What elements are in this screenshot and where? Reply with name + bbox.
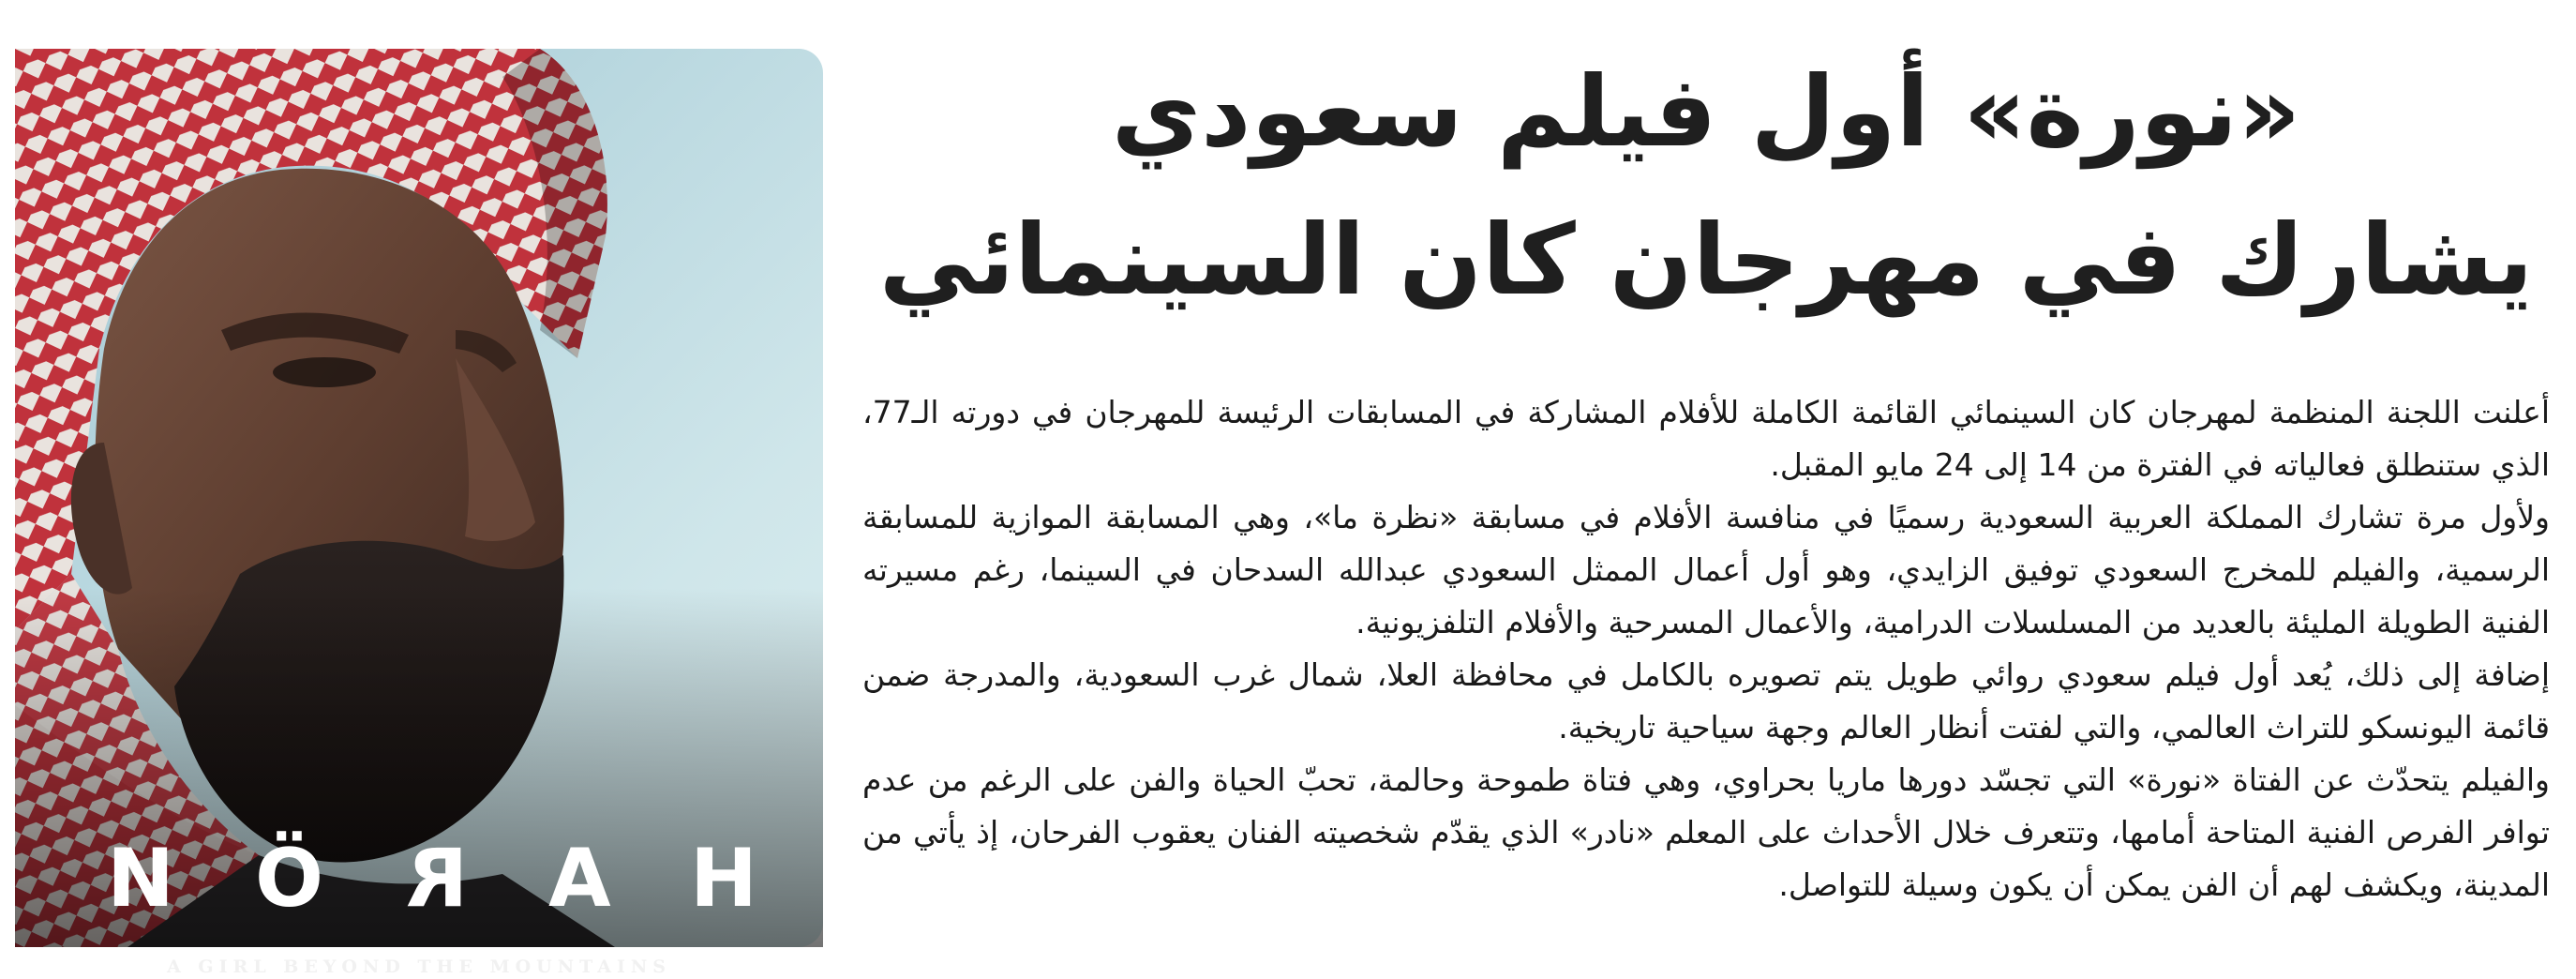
article-paragraph: أعلنت اللجنة المنظمة لمهرجان كان السينمائي القائمة الكاملة للأفلام المشاركة في المسابقات الرئيسة للمهرجان في دورته الـ77، الذي ستنطلق فعالياته في الفترة من 14 إلى 24 مايو المقبل.: [862, 394, 2550, 483]
article-paragraph: ولأول مرة تشارك المملكة العربية السعودية رسميًا في منافسة الأفلام في مسابقة «نظرة ما»، وهي المسابقة الموازية للمسابقة الرسمية، والفيلم للمخرج السعودي توفيق الزايدي، وهو أول أعمال الممثل السعودي عبدالله السدحان في السينما، رغم مسيرته الفنية الطويلة المليئة بالعديد من المسلسلات الدرامية، والأعمال المسرحية والأفلام التلفزيونية.: [862, 499, 2550, 640]
article-headline: [862, 38, 2550, 334]
poster-title-letter: N: [107, 832, 176, 926]
article-paragraph: إضافة إلى ذلك، يُعد أول فيلم سعودي روائي طويل يتم تصويره بالكامل في محافظة العلا، شمال غرب السعودية، والمدرجة ضمن قائمة اليونسكو للتراث العالمي، والتي لفتت أنظار العالم وجهة سياحية تاريخية.: [862, 656, 2550, 746]
headline-line-1: «نورة» أول فيلم سعودي: [1111, 54, 2301, 169]
film-poster-image: [15, 49, 823, 977]
headline-line-2: يشارك في مهرجان كان السينمائي: [878, 203, 2534, 317]
article-paragraph: والفيلم يتحدّث عن الفتاة «نورة» التي تجسّد دورها ماريا بحراوي، وهي فتاة طموحة وحالمة، تحبّ الحياة والفن على الرغم من عدم توافر الفرص الفنية المتاحة أمامها، وتتعرف خلال الأحداث على المعلم «نادر» الذي يقدّم شخصيته الفنان يعقوب الفرحان، إذ يأتي من المدينة، ويكشف لهم أن الفن يمكن أن يكون وسيلة للتواصل.: [862, 761, 2550, 903]
poster-portrait-illustration: [15, 49, 823, 947]
poster-title-letter: R: [404, 832, 469, 926]
poster-title-letter: H: [690, 832, 759, 926]
poster-title: [15, 832, 823, 926]
article-body: [862, 386, 2550, 911]
news-article: [862, 38, 2550, 966]
poster-tagline: A GIRL BEYOND THE MOUNTAINS: [167, 956, 671, 977]
poster-title-letter: Ö: [255, 832, 326, 926]
poster-title-letter: A: [547, 832, 611, 926]
